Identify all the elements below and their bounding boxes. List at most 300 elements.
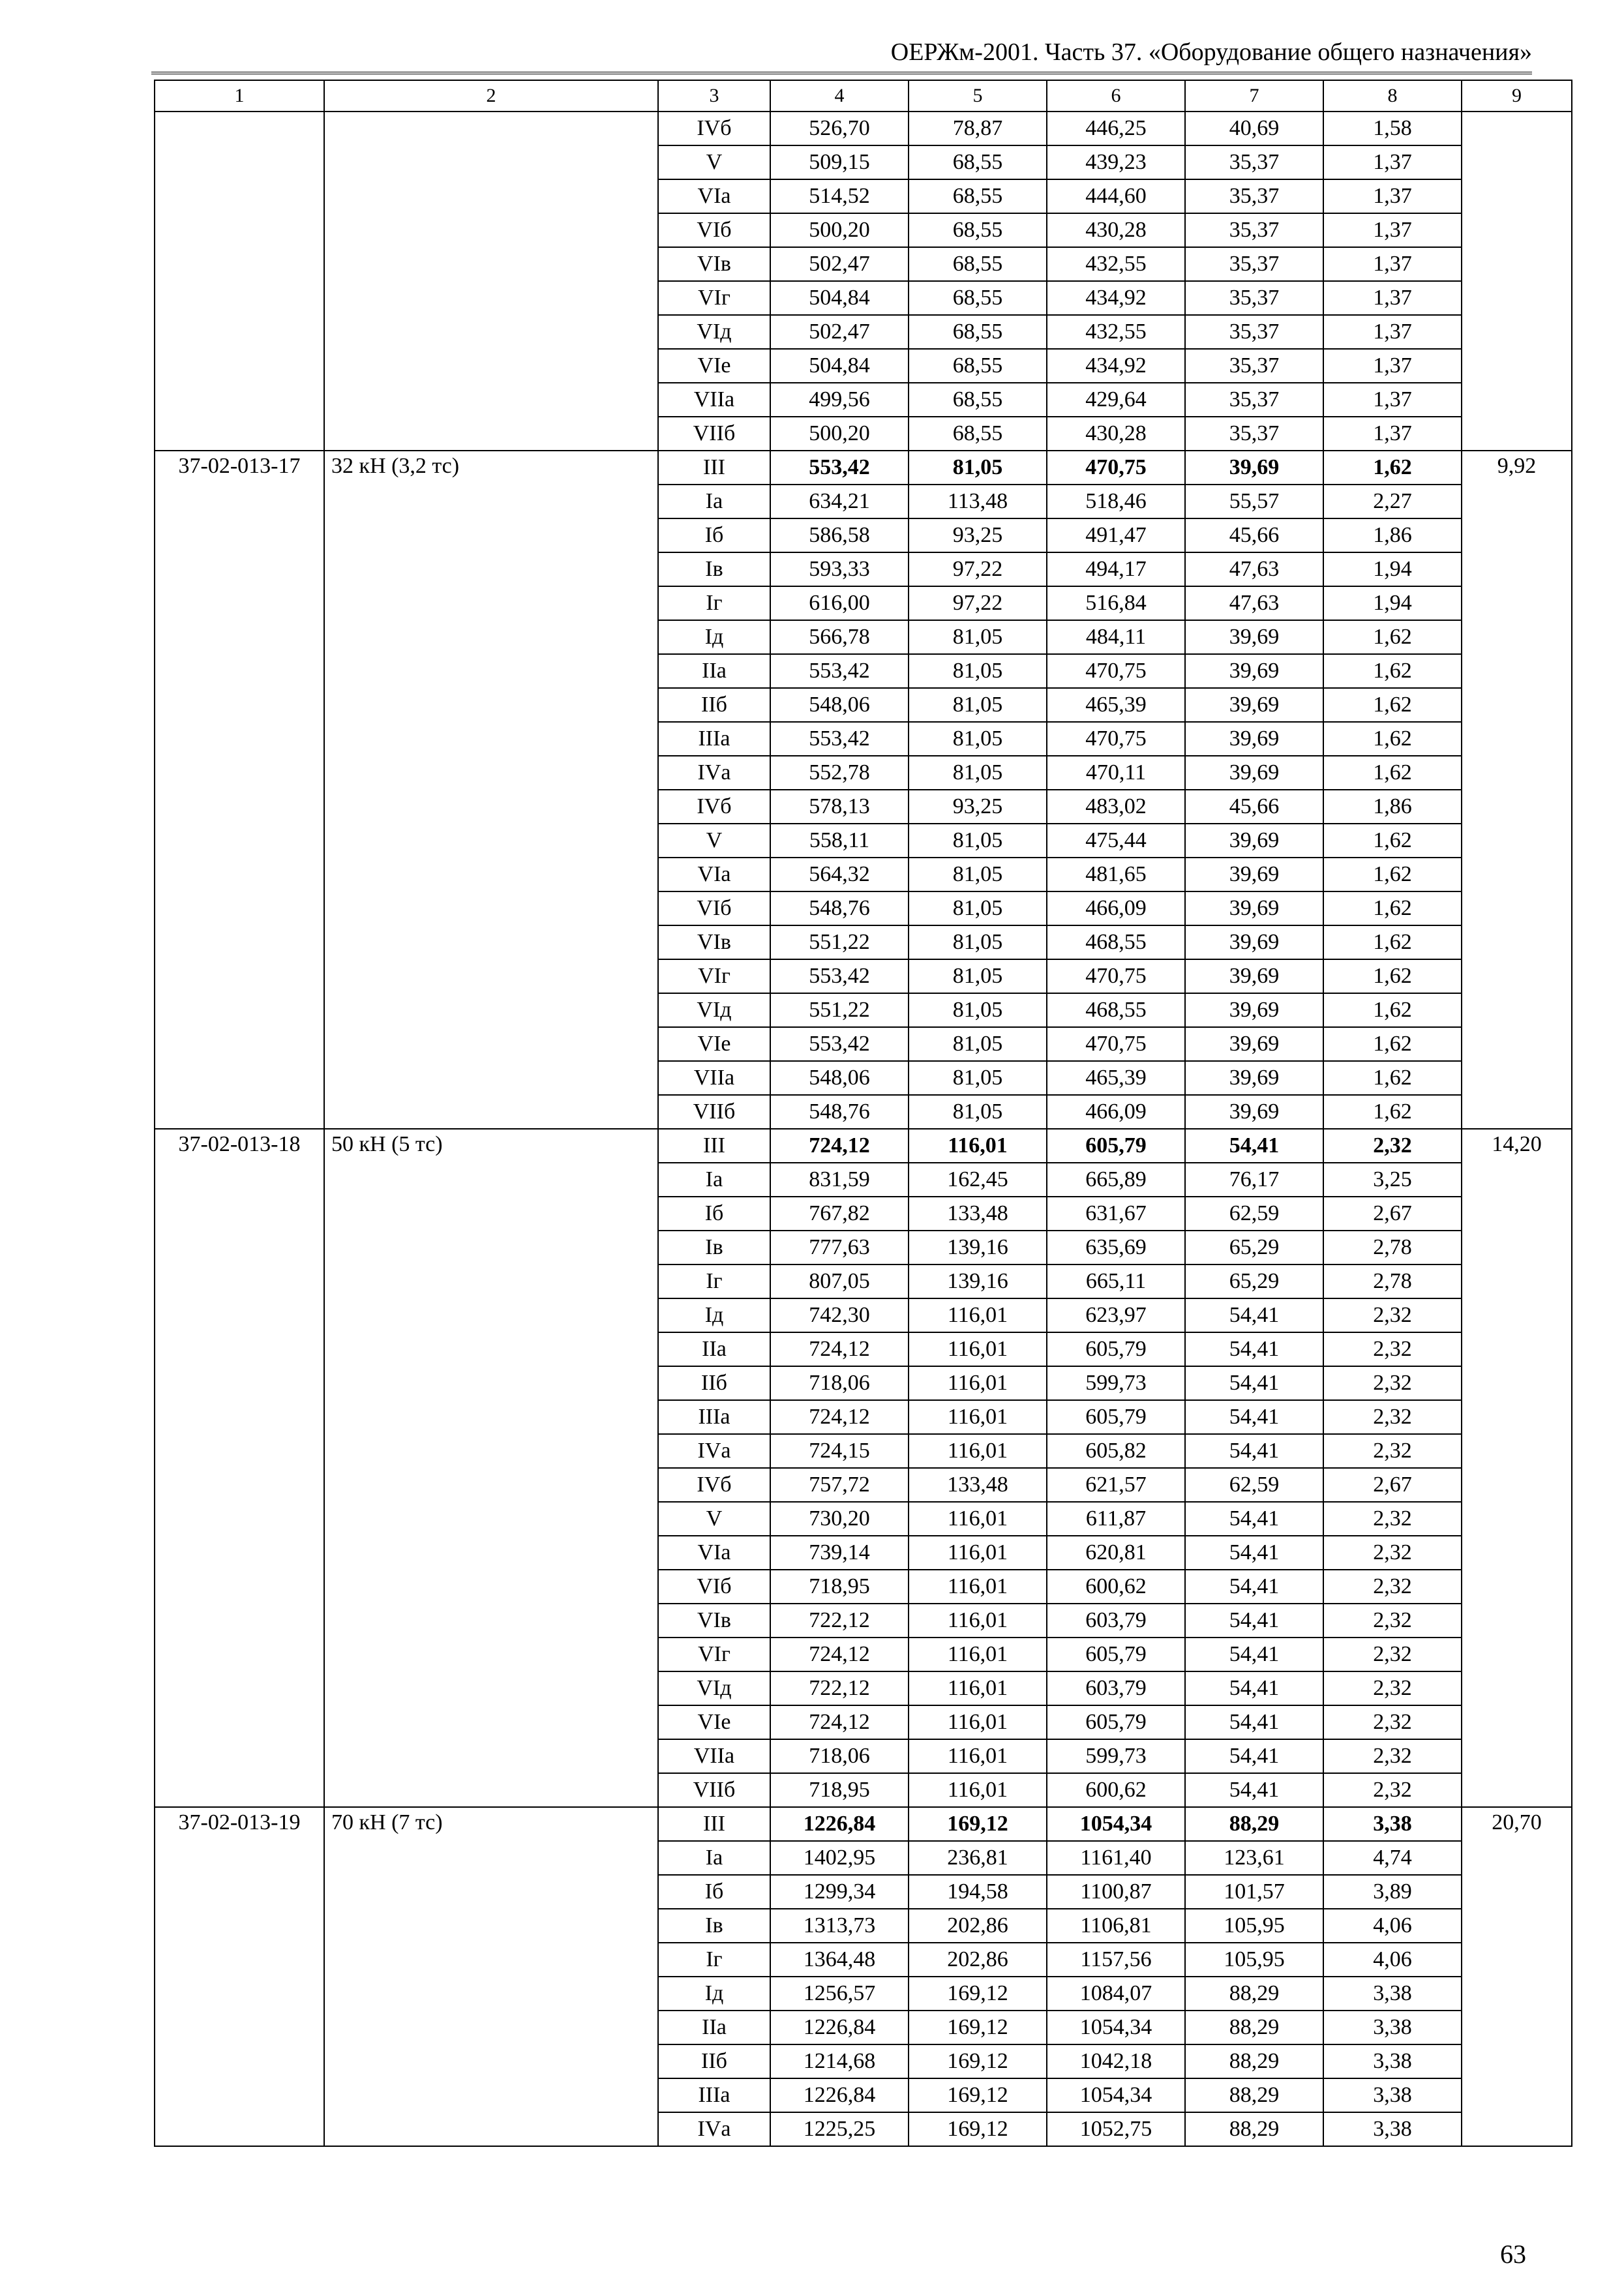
total-cost-cell: 724,12 [770, 1332, 909, 1366]
column-number: 3 [658, 80, 770, 112]
page-number: 63 [1500, 2239, 1526, 2269]
variant-cell: Iа [658, 485, 770, 518]
operator-wages-cell: 54,41 [1185, 1502, 1323, 1536]
materials-cost-cell: 1,62 [1323, 925, 1462, 959]
code-cell: 37-02-013-18 [155, 1129, 324, 1807]
total-cost-cell: 742,30 [770, 1298, 909, 1332]
operator-wages-cell: 39,69 [1185, 1095, 1323, 1129]
materials-cost-cell: 1,94 [1323, 552, 1462, 586]
rates-table [154, 80, 1572, 2147]
variant-cell: IIб [658, 2044, 770, 2078]
machinery-cost-cell: 600,62 [1047, 1773, 1185, 1807]
wages-cell: 133,48 [909, 1197, 1047, 1231]
variant-cell: VIа [658, 858, 770, 891]
machinery-cost-cell: 470,75 [1047, 1027, 1185, 1061]
wages-cell: 81,05 [909, 891, 1047, 925]
variant-cell: Iв [658, 552, 770, 586]
header-rule [151, 72, 1532, 74]
materials-cost-cell: 2,78 [1323, 1231, 1462, 1264]
materials-cost-cell: 4,06 [1323, 1909, 1462, 1943]
machinery-cost-cell: 621,57 [1047, 1468, 1185, 1502]
operator-wages-cell: 88,29 [1185, 2044, 1323, 2078]
materials-cost-cell: 1,58 [1323, 112, 1462, 145]
variant-cell: IVа [658, 2112, 770, 2146]
variant-cell: Iа [658, 1163, 770, 1197]
total-cost-cell: 564,32 [770, 858, 909, 891]
operator-wages-cell: 39,69 [1185, 959, 1323, 993]
wages-cell: 116,01 [909, 1332, 1047, 1366]
machinery-cost-cell: 599,73 [1047, 1739, 1185, 1773]
total-cost-cell: 718,06 [770, 1366, 909, 1400]
wages-cell: 169,12 [909, 1807, 1047, 1841]
operator-wages-cell: 76,17 [1185, 1163, 1323, 1197]
variant-cell: Iб [658, 518, 770, 552]
total-cost-cell: 724,15 [770, 1434, 909, 1468]
variant-cell: VIIб [658, 1773, 770, 1807]
materials-cost-cell: 3,89 [1323, 1875, 1462, 1909]
total-cost-cell: 1226,84 [770, 2011, 909, 2044]
materials-cost-cell: 2,32 [1323, 1129, 1462, 1163]
total-cost-cell: 548,76 [770, 1095, 909, 1129]
wages-cell: 97,22 [909, 552, 1047, 586]
variant-cell: VIв [658, 247, 770, 281]
variant-cell: VIб [658, 213, 770, 247]
machinery-cost-cell: 603,79 [1047, 1604, 1185, 1638]
total-cost-cell: 739,14 [770, 1536, 909, 1570]
wages-cell: 116,01 [909, 1638, 1047, 1671]
column-number: 5 [909, 80, 1047, 112]
operator-wages-cell: 39,69 [1185, 722, 1323, 756]
total-cost-cell: 548,06 [770, 688, 909, 722]
total-cost-cell: 616,00 [770, 586, 909, 620]
total-cost-cell: 831,59 [770, 1163, 909, 1197]
operator-wages-cell: 54,41 [1185, 1671, 1323, 1705]
materials-cost-cell: 1,86 [1323, 790, 1462, 824]
materials-cost-cell: 2,67 [1323, 1197, 1462, 1231]
wages-cell: 113,48 [909, 485, 1047, 518]
materials-cost-cell: 1,62 [1323, 688, 1462, 722]
materials-cost-cell: 3,38 [1323, 2044, 1462, 2078]
variant-cell: Iг [658, 1943, 770, 1977]
total-cost-cell: 757,72 [770, 1468, 909, 1502]
machinery-cost-cell: 518,46 [1047, 485, 1185, 518]
wages-cell: 81,05 [909, 1095, 1047, 1129]
operator-wages-cell: 65,29 [1185, 1231, 1323, 1264]
wages-cell: 116,01 [909, 1570, 1047, 1604]
materials-cost-cell: 1,37 [1323, 349, 1462, 383]
column-number: 9 [1462, 80, 1572, 112]
materials-cost-cell: 4,74 [1323, 1841, 1462, 1875]
total-cost-cell: 1313,73 [770, 1909, 909, 1943]
machinery-cost-cell: 430,28 [1047, 213, 1185, 247]
variant-cell: IIа [658, 2011, 770, 2044]
operator-wages-cell: 39,69 [1185, 1027, 1323, 1061]
code-cell [155, 112, 324, 451]
machinery-cost-cell: 491,47 [1047, 518, 1185, 552]
total-cost-cell: 553,42 [770, 722, 909, 756]
wages-cell: 81,05 [909, 451, 1047, 485]
variant-cell: IIб [658, 1366, 770, 1400]
variant-cell: VIа [658, 1536, 770, 1570]
operator-wages-cell: 65,29 [1185, 1264, 1323, 1298]
total-cost-cell: 553,42 [770, 1027, 909, 1061]
total-cost-cell: 502,47 [770, 315, 909, 349]
operator-wages-cell: 54,41 [1185, 1332, 1323, 1366]
machinery-cost-cell: 468,55 [1047, 993, 1185, 1027]
total-cost-cell: 553,42 [770, 654, 909, 688]
machinery-cost-cell: 623,97 [1047, 1298, 1185, 1332]
operator-wages-cell: 55,57 [1185, 485, 1323, 518]
variant-cell: III [658, 451, 770, 485]
operator-wages-cell: 35,37 [1185, 213, 1323, 247]
total-cost-cell: 586,58 [770, 518, 909, 552]
materials-cost-cell: 2,27 [1323, 485, 1462, 518]
wages-cell: 93,25 [909, 790, 1047, 824]
machinery-cost-cell: 1052,75 [1047, 2112, 1185, 2146]
total-cost-cell: 718,95 [770, 1773, 909, 1807]
variant-cell: IIIа [658, 1400, 770, 1434]
machinery-cost-cell: 600,62 [1047, 1570, 1185, 1604]
column-9-cell: 20,70 [1462, 1807, 1572, 2146]
wages-cell: 116,01 [909, 1705, 1047, 1739]
machinery-cost-cell: 444,60 [1047, 179, 1185, 213]
wages-cell: 68,55 [909, 281, 1047, 315]
machinery-cost-cell: 635,69 [1047, 1231, 1185, 1264]
materials-cost-cell: 1,37 [1323, 315, 1462, 349]
materials-cost-cell: 2,32 [1323, 1366, 1462, 1400]
operator-wages-cell: 39,69 [1185, 451, 1323, 485]
materials-cost-cell: 2,32 [1323, 1434, 1462, 1468]
total-cost-cell: 548,76 [770, 891, 909, 925]
machinery-cost-cell: 494,17 [1047, 552, 1185, 586]
table-body [155, 80, 1572, 2146]
operator-wages-cell: 39,69 [1185, 993, 1323, 1027]
total-cost-cell: 500,20 [770, 417, 909, 451]
code-cell: 37-02-013-17 [155, 451, 324, 1129]
materials-cost-cell: 1,62 [1323, 858, 1462, 891]
operator-wages-cell: 35,37 [1185, 417, 1323, 451]
total-cost-cell: 566,78 [770, 620, 909, 654]
column-9-cell: 14,20 [1462, 1129, 1572, 1807]
description-cell: 32 кН (3,2 тс) [324, 451, 658, 1129]
variant-cell: VIIа [658, 1739, 770, 1773]
machinery-cost-cell: 605,79 [1047, 1400, 1185, 1434]
variant-cell: III [658, 1129, 770, 1163]
total-cost-cell: 504,84 [770, 349, 909, 383]
materials-cost-cell: 2,67 [1323, 1468, 1462, 1502]
machinery-cost-cell: 665,89 [1047, 1163, 1185, 1197]
operator-wages-cell: 54,41 [1185, 1739, 1323, 1773]
variant-cell: IVб [658, 112, 770, 145]
wages-cell: 116,01 [909, 1434, 1047, 1468]
total-cost-cell: 1226,84 [770, 1807, 909, 1841]
total-cost-cell: 1214,68 [770, 2044, 909, 2078]
variant-cell: V [658, 1502, 770, 1536]
operator-wages-cell: 39,69 [1185, 925, 1323, 959]
variant-cell: V [658, 824, 770, 858]
materials-cost-cell: 1,62 [1323, 824, 1462, 858]
materials-cost-cell: 1,62 [1323, 891, 1462, 925]
materials-cost-cell: 2,32 [1323, 1773, 1462, 1807]
operator-wages-cell: 39,69 [1185, 620, 1323, 654]
operator-wages-cell: 47,63 [1185, 552, 1323, 586]
operator-wages-cell: 47,63 [1185, 586, 1323, 620]
wages-cell: 116,01 [909, 1129, 1047, 1163]
materials-cost-cell: 4,06 [1323, 1943, 1462, 1977]
column-9-cell: 9,92 [1462, 451, 1572, 1129]
materials-cost-cell: 3,38 [1323, 2011, 1462, 2044]
variant-cell: VIв [658, 1604, 770, 1638]
variant-cell: IVб [658, 790, 770, 824]
total-cost-cell: 777,63 [770, 1231, 909, 1264]
machinery-cost-cell: 483,02 [1047, 790, 1185, 824]
total-cost-cell: 807,05 [770, 1264, 909, 1298]
machinery-cost-cell: 611,87 [1047, 1502, 1185, 1536]
table-row [155, 451, 1572, 485]
total-cost-cell: 730,20 [770, 1502, 909, 1536]
materials-cost-cell: 1,37 [1323, 179, 1462, 213]
variant-cell: VIг [658, 1638, 770, 1671]
total-cost-cell: 718,06 [770, 1739, 909, 1773]
machinery-cost-cell: 465,39 [1047, 688, 1185, 722]
total-cost-cell: 526,70 [770, 112, 909, 145]
operator-wages-cell: 101,57 [1185, 1875, 1323, 1909]
variant-cell: VIIб [658, 1095, 770, 1129]
wages-cell: 116,01 [909, 1604, 1047, 1638]
operator-wages-cell: 105,95 [1185, 1943, 1323, 1977]
total-cost-cell: 551,22 [770, 993, 909, 1027]
total-cost-cell: 634,21 [770, 485, 909, 518]
wages-cell: 68,55 [909, 247, 1047, 281]
operator-wages-cell: 54,41 [1185, 1366, 1323, 1400]
machinery-cost-cell: 466,09 [1047, 891, 1185, 925]
total-cost-cell: 722,12 [770, 1671, 909, 1705]
table-row [155, 1807, 1572, 1841]
materials-cost-cell: 2,32 [1323, 1604, 1462, 1638]
total-cost-cell: 1256,57 [770, 1977, 909, 2011]
materials-cost-cell: 2,32 [1323, 1298, 1462, 1332]
total-cost-cell: 552,78 [770, 756, 909, 790]
wages-cell: 68,55 [909, 145, 1047, 179]
total-cost-cell: 724,12 [770, 1638, 909, 1671]
operator-wages-cell: 54,41 [1185, 1400, 1323, 1434]
operator-wages-cell: 62,59 [1185, 1197, 1323, 1231]
wages-cell: 68,55 [909, 315, 1047, 349]
materials-cost-cell: 1,37 [1323, 281, 1462, 315]
operator-wages-cell: 35,37 [1185, 383, 1323, 417]
column-number: 2 [324, 80, 658, 112]
column-number: 6 [1047, 80, 1185, 112]
materials-cost-cell: 2,32 [1323, 1671, 1462, 1705]
materials-cost-cell: 2,32 [1323, 1400, 1462, 1434]
operator-wages-cell: 105,95 [1185, 1909, 1323, 1943]
materials-cost-cell: 1,62 [1323, 620, 1462, 654]
total-cost-cell: 724,12 [770, 1129, 909, 1163]
machinery-cost-cell: 516,84 [1047, 586, 1185, 620]
variant-cell: VIд [658, 993, 770, 1027]
wages-cell: 81,05 [909, 654, 1047, 688]
description-cell: 70 кН (7 тс) [324, 1807, 658, 2146]
total-cost-cell: 514,52 [770, 179, 909, 213]
variant-cell: Iб [658, 1875, 770, 1909]
machinery-cost-cell: 1054,34 [1047, 1807, 1185, 1841]
materials-cost-cell: 1,62 [1323, 451, 1462, 485]
total-cost-cell: 553,42 [770, 959, 909, 993]
machinery-cost-cell: 620,81 [1047, 1536, 1185, 1570]
variant-cell: III [658, 1807, 770, 1841]
machinery-cost-cell: 432,55 [1047, 315, 1185, 349]
variant-cell: IVа [658, 1434, 770, 1468]
machinery-cost-cell: 605,79 [1047, 1705, 1185, 1739]
running-header: ОЕРЖм-2001. Часть 37. «Оборудование общего назначения» [890, 38, 1532, 66]
machinery-cost-cell: 429,64 [1047, 383, 1185, 417]
total-cost-cell: 1364,48 [770, 1943, 909, 1977]
operator-wages-cell: 45,66 [1185, 790, 1323, 824]
wages-cell: 68,55 [909, 417, 1047, 451]
operator-wages-cell: 40,69 [1185, 112, 1323, 145]
machinery-cost-cell: 475,44 [1047, 824, 1185, 858]
variant-cell: IIIа [658, 722, 770, 756]
operator-wages-cell: 54,41 [1185, 1298, 1323, 1332]
wages-cell: 81,05 [909, 824, 1047, 858]
variant-cell: V [658, 145, 770, 179]
materials-cost-cell: 1,37 [1323, 213, 1462, 247]
materials-cost-cell: 1,62 [1323, 654, 1462, 688]
variant-cell: Iа [658, 1841, 770, 1875]
machinery-cost-cell: 470,75 [1047, 722, 1185, 756]
materials-cost-cell: 1,62 [1323, 1027, 1462, 1061]
total-cost-cell: 1225,25 [770, 2112, 909, 2146]
total-cost-cell: 724,12 [770, 1400, 909, 1434]
operator-wages-cell: 54,41 [1185, 1705, 1323, 1739]
variant-cell: VIб [658, 891, 770, 925]
wages-cell: 68,55 [909, 213, 1047, 247]
wages-cell: 116,01 [909, 1536, 1047, 1570]
variant-cell: VIе [658, 1027, 770, 1061]
operator-wages-cell: 88,29 [1185, 1977, 1323, 2011]
wages-cell: 169,12 [909, 2078, 1047, 2112]
variant-cell: IIIа [658, 2078, 770, 2112]
variant-cell: VIIб [658, 417, 770, 451]
operator-wages-cell: 39,69 [1185, 824, 1323, 858]
variant-cell: IVа [658, 756, 770, 790]
total-cost-cell: 558,11 [770, 824, 909, 858]
total-cost-cell: 1226,84 [770, 2078, 909, 2112]
materials-cost-cell: 2,32 [1323, 1705, 1462, 1739]
materials-cost-cell: 1,37 [1323, 383, 1462, 417]
materials-cost-cell: 2,32 [1323, 1536, 1462, 1570]
total-cost-cell: 724,12 [770, 1705, 909, 1739]
variant-cell: VIд [658, 315, 770, 349]
machinery-cost-cell: 1054,34 [1047, 2011, 1185, 2044]
materials-cost-cell: 1,86 [1323, 518, 1462, 552]
machinery-cost-cell: 470,75 [1047, 451, 1185, 485]
wages-cell: 169,12 [909, 2011, 1047, 2044]
variant-cell: Iг [658, 1264, 770, 1298]
operator-wages-cell: 39,69 [1185, 756, 1323, 790]
operator-wages-cell: 54,41 [1185, 1604, 1323, 1638]
wages-cell: 81,05 [909, 858, 1047, 891]
total-cost-cell: 553,42 [770, 451, 909, 485]
machinery-cost-cell: 631,67 [1047, 1197, 1185, 1231]
operator-wages-cell: 54,41 [1185, 1570, 1323, 1604]
column-number: 8 [1323, 80, 1462, 112]
variant-cell: VIб [658, 1570, 770, 1604]
machinery-cost-cell: 1054,34 [1047, 2078, 1185, 2112]
wages-cell: 81,05 [909, 722, 1047, 756]
wages-cell: 236,81 [909, 1841, 1047, 1875]
variant-cell: VIе [658, 349, 770, 383]
variant-cell: VIа [658, 179, 770, 213]
operator-wages-cell: 35,37 [1185, 247, 1323, 281]
wages-cell: 93,25 [909, 518, 1047, 552]
wages-cell: 81,05 [909, 993, 1047, 1027]
machinery-cost-cell: 470,11 [1047, 756, 1185, 790]
variant-cell: VIIа [658, 383, 770, 417]
wages-cell: 116,01 [909, 1502, 1047, 1536]
materials-cost-cell: 3,25 [1323, 1163, 1462, 1197]
materials-cost-cell: 1,62 [1323, 1095, 1462, 1129]
machinery-cost-cell: 465,39 [1047, 1061, 1185, 1095]
machinery-cost-cell: 446,25 [1047, 112, 1185, 145]
wages-cell: 194,58 [909, 1875, 1047, 1909]
operator-wages-cell: 39,69 [1185, 1061, 1323, 1095]
operator-wages-cell: 123,61 [1185, 1841, 1323, 1875]
operator-wages-cell: 88,29 [1185, 2112, 1323, 2146]
materials-cost-cell: 1,62 [1323, 993, 1462, 1027]
variant-cell: Iв [658, 1231, 770, 1264]
description-cell: 50 кН (5 тс) [324, 1129, 658, 1807]
total-cost-cell: 502,47 [770, 247, 909, 281]
materials-cost-cell: 2,78 [1323, 1264, 1462, 1298]
column-number: 4 [770, 80, 909, 112]
variant-cell: IIа [658, 1332, 770, 1366]
materials-cost-cell: 2,32 [1323, 1739, 1462, 1773]
materials-cost-cell: 2,32 [1323, 1332, 1462, 1366]
materials-cost-cell: 1,62 [1323, 722, 1462, 756]
column-number: 7 [1185, 80, 1323, 112]
operator-wages-cell: 88,29 [1185, 2078, 1323, 2112]
variant-cell: VIг [658, 959, 770, 993]
machinery-cost-cell: 468,55 [1047, 925, 1185, 959]
variant-cell: Iб [658, 1197, 770, 1231]
wages-cell: 81,05 [909, 756, 1047, 790]
materials-cost-cell: 2,32 [1323, 1638, 1462, 1671]
machinery-cost-cell: 481,65 [1047, 858, 1185, 891]
wages-cell: 81,05 [909, 959, 1047, 993]
variant-cell: VIе [658, 1705, 770, 1739]
operator-wages-cell: 39,69 [1185, 654, 1323, 688]
materials-cost-cell: 1,62 [1323, 1061, 1462, 1095]
variant-cell: IVб [658, 1468, 770, 1502]
wages-cell: 116,01 [909, 1739, 1047, 1773]
operator-wages-cell: 35,37 [1185, 349, 1323, 383]
materials-cost-cell: 1,62 [1323, 959, 1462, 993]
wages-cell: 116,01 [909, 1671, 1047, 1705]
wages-cell: 81,05 [909, 925, 1047, 959]
total-cost-cell: 500,20 [770, 213, 909, 247]
total-cost-cell: 578,13 [770, 790, 909, 824]
machinery-cost-cell: 605,79 [1047, 1332, 1185, 1366]
wages-cell: 169,12 [909, 2044, 1047, 2078]
machinery-cost-cell: 432,55 [1047, 247, 1185, 281]
materials-cost-cell: 3,38 [1323, 1807, 1462, 1841]
operator-wages-cell: 39,69 [1185, 858, 1323, 891]
machinery-cost-cell: 605,79 [1047, 1129, 1185, 1163]
wages-cell: 81,05 [909, 620, 1047, 654]
operator-wages-cell: 54,41 [1185, 1638, 1323, 1671]
machinery-cost-cell: 470,75 [1047, 654, 1185, 688]
